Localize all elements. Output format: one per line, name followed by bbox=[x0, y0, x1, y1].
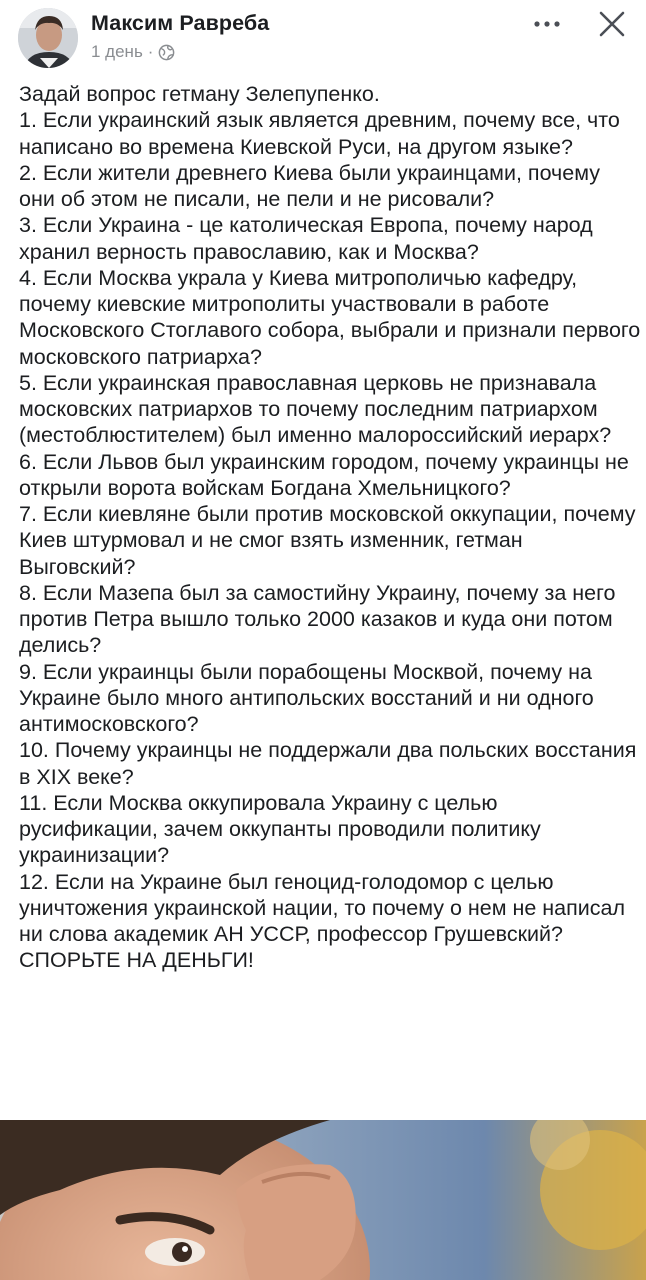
post-text: Задай вопрос гетману Зелепупенко. 1. Если украинский язык является древним, почему все, что написано во времена Киевской Руси, на другом языке? 2. Если жители древнего Киева были украинцами, почему они об этом не писали, не пели и не рисовали? 3. Если Украина - це католическая Европа, почему народ хранил верность православию, как и Москва? 4. Если Москва украла у Киева митрополичью кафедру, почему киевские митрополиты участвовали в работе Московского Стоглавого собора, выбрали и признали первого московского патриарха? 5. Если украинская православная церковь не признавала московских патриархов то почему последним патриархом (местоблюстителем) был именно малороссийский иерарх? 6. Если Львов был украинским городом, почему украинцы не открыли ворота войскам Богдана Хмельницкого? 7. Если киевляне были против московской оккупации, почему Киев штурмовал и не смог взять изменник, гетман Выговский? 8. Если Мазепа был за самостийну Украину, почему за него против Петра вышло только 2000 казаков и куда они потом делись? 9. Если украинцы были порабощены Москвой, почему на Украине было много антипольских восстаний и ни одного антимосковского? 10. Почему украинцы не поддержали два польских восстания в XIX веке? 11. Если Москва оккупировала Украину с целью русификации, зачем оккупанты проводили политику украинизации? 12. Если на Украине был геноцид-голодомор с целью уничтожения украинской нации, то почему о нем не написал ни слова академик АН УССР, профессор Грушевский? СПОРЬТЕ НА ДЕНЬГИ! bbox=[19, 82, 641, 973]
more-dots-icon bbox=[527, 8, 567, 40]
post-meta bbox=[91, 42, 175, 62]
author-name[interactable]: Максим Равреба bbox=[91, 11, 270, 35]
avatar-photo bbox=[18, 8, 78, 68]
post-time[interactable]: 1 день bbox=[91, 42, 143, 61]
post-photo bbox=[0, 1120, 646, 1280]
post-header bbox=[0, 0, 646, 78]
meta-separator: · bbox=[147, 42, 154, 61]
globe-icon bbox=[158, 44, 175, 61]
more-options-button[interactable] bbox=[527, 8, 567, 40]
avatar[interactable] bbox=[18, 8, 78, 68]
close-icon bbox=[594, 6, 630, 42]
close-button[interactable] bbox=[594, 6, 630, 42]
post-image[interactable] bbox=[0, 1120, 646, 1280]
